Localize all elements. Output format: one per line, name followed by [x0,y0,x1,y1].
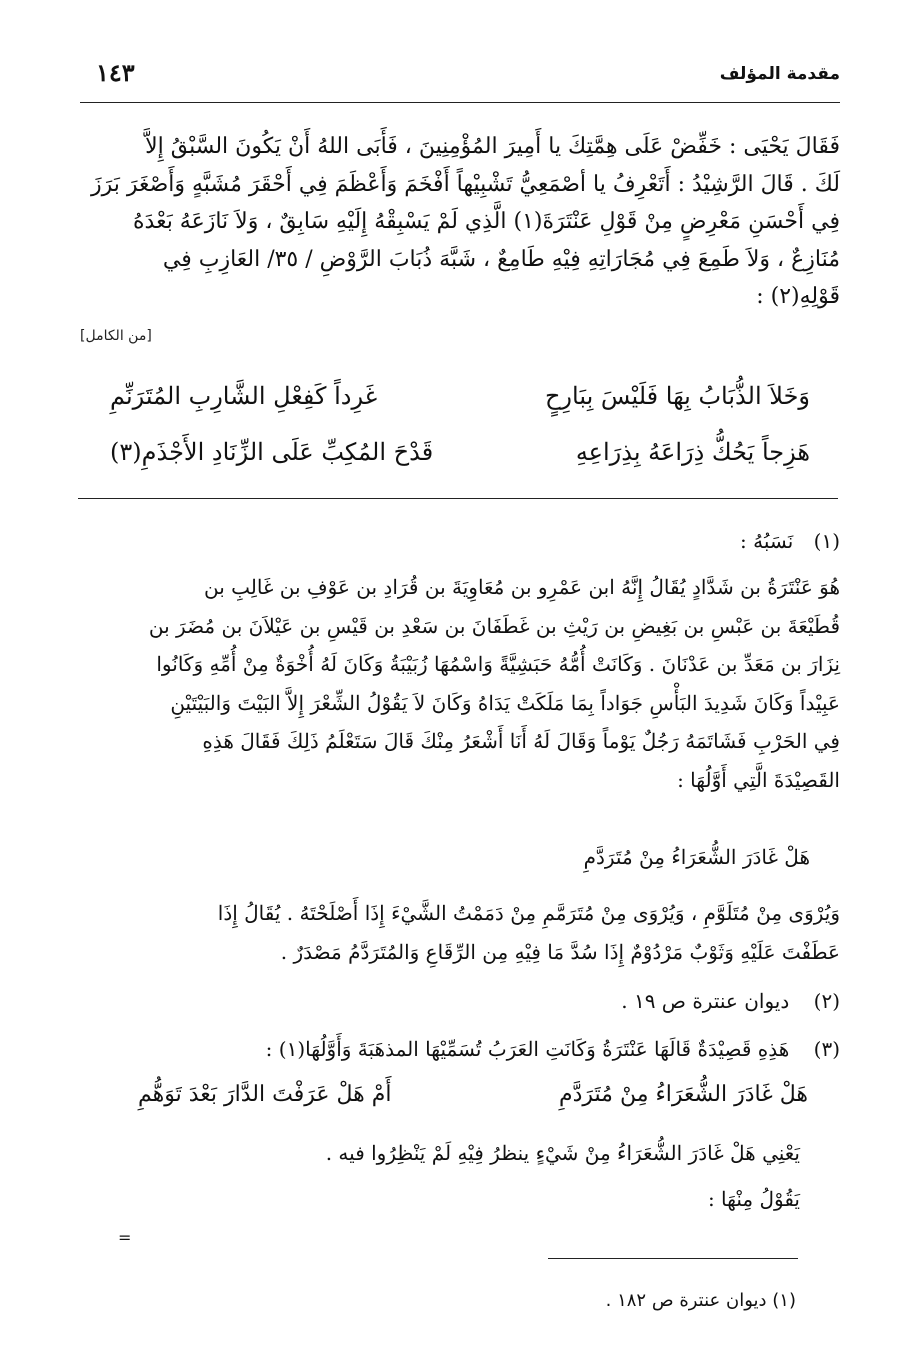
verse-second-hemistich: غَرِداً كَفِعْلِ الشَّارِبِ المُتَرَنِّمِ [110,382,378,410]
verse-first-hemistich: هَزِجاً يَحُكُّ ذِرَاعَهُ بِذِرَاعِهِ [575,438,810,466]
footnote-separator [78,498,838,499]
page-number: ١٤٣ [96,58,135,87]
footnote-line: هُوَ عَنْتَرَةُ بن شَدَّادٍ يُقَالُ إِنَّهُ ابن عَمْرِو بن مُعَاوِيَةَ بن قُرَادِ بن عَوْفِ بن غَالِبِ بن [203,575,840,599]
main-line: فِي أَحْسَنِ مَعْرِضٍ مِنْ قَوْلِ عَنْتَرَةَ(١) الَّذِي لَمْ يَسْبِقْهُ إِلَيْهِ سَابِقٌ ، وَلاَ نَازَعَهُ بَعْدَهُ [133,209,840,234]
footnote-quote: هَلْ غَادَرَ الشُّعَرَاءُ مِنْ مُتَرَدَّمِ [583,845,810,869]
footnote-2 [621,982,840,1021]
verse-first-hemistich: هَلْ غَادَرَ الشُّعَرَاءُ مِنْ مُتَرَدَّمِ [558,1082,808,1107]
footnote-line: فِي الحَرْبِ فَشَاتَمَهُ رَجُلٌ يَوْماً وَقَالَ لَهُ أَنَا أَشْعَرُ مِنْكَ قَالَ سَتَعْلَمُ ذَلِكَ فَقَالَ هَذِهِ [202,729,840,753]
main-paragraph [78,128,840,316]
footnote-line: القَصِيْدَةَ الَّتِي أَوَّلُهَا : [677,767,840,792]
verse-first-hemistich: وَخَلاَ الذُّبَابُ بِهَا فَلَيْسَ بِبَارِحٍ [544,382,810,410]
verse-line [100,382,830,426]
footnote-heading: نَسَبُهُ : [740,529,794,553]
main-line: لَكَ . قَالَ الرَّشِيْدُ : أَتَعْرِفُ يا أصْمَعِيُّ تَشْبِيْهاً أَفْخَمَ وَأَعْظَمَ فِي أَحْقَرَ مُشَبَّهٍ وَأَصْغَرَ بَرَزَ [90,171,840,197]
footnote-number: (٣) [813,1037,840,1061]
footnote-line: يَقُوْلُ مِنْهَا : [707,1187,800,1211]
footnote-line: قُطَيْعَةَ بن عَبْسِ بن بَغِيضِ بن رَيْثِ بن غَطَفَانَ بن سَعْدِ بن قَيْسِ بن عَيْلاَنَ بن مُضَرَ بن [148,613,840,638]
meter-note: [من الكامل] [80,328,152,344]
footnote-1-body [80,568,840,799]
footnote-text: ديوان عنترة ص ١٩ . [621,989,790,1013]
verse-line [100,438,830,482]
header-rule [80,102,840,103]
running-header-title: مقدمة المؤلف [719,64,840,84]
footnote-3 [266,1030,840,1069]
bottom-separator [548,1258,798,1259]
footnote-number: (١) [813,529,840,553]
main-line: مُنَازِعٌ ، وَلاَ طَمِعَ فِي مُجَارَاتِهِ فِيْهِ طَامِعٌ ، شَبَّهَ ذُبَابَ الرَّوْضِ / ٣٥/ العَازِبِ فِي [162,246,840,272]
verse-second-hemistich: أَمْ هَلْ عَرَفْتَ الدَّارَ بَعْدَ تَوَهُّمِ [138,1082,392,1107]
footnote-line: يَعْنِي هَلْ غَادَرَ الشُّعَرَاءُ مِنْ شَيْءٍ ينظرُ فِيْهِ لَمْ يَنْظِرُوا فيه . [325,1141,800,1165]
footnote-text: هَذِهِ قَصِيْدَةٌ قَالَهَا عَنْتَرَةُ وَكَانَتِ العَرَبُ تُسَمِّيْهَا المذهَبَةَ وَأَوَّلُهَا(١) : [265,1037,790,1061]
sub-footnote: (١) ديوان عنترة ص ١٨٢ . [605,1290,796,1311]
main-line: فَقَالَ يَحْيَى : خَفِّضْ عَلَى هِمَّتِكَ يا أَمِيرَ المُؤْمِنِينَ ، فَأَبَى اللهُ أَنْ يَكُونَ السَّبْقُ إِلاَّ [145,134,840,159]
continuation-mark: = [118,1228,132,1247]
verse-second-hemistich: قَدْحَ المُكِبِّ عَلَى الزِّنَادِ الأَجْذَمِ(٣) [110,438,434,466]
footnote-line: عَبِيْداً وَكَانَ شَدِيدَ البَأْسِ جَوَاداً بِمَا مَلَكَتْ يَدَاهُ وَكَانَ لاَ يَقُوْلُ الشِّعْرَ إِلاَّ البَيْتَ وَالبَيْتَيْنِ [170,690,840,715]
footnote-line: نِزَارَ بن مَعَدِّ بن عَدْنَانَ . وَكَانَتْ أُمُّهُ حَبَشِيَّةً وَاسْمُهَا زُبَيْبَةُ وَكَانَ لَهُ أُخْوَةٌ مِنْ أُمِّهِ وَكَانُوا [156,652,840,676]
main-line: قَوْلِهِ(٢) : [756,284,840,309]
footnote-line: عَطَفْتَ عَلَيْهِ وَثَوْبٌ مَرْدُوْمٌ إِذَا سُدَّ مَا فِيْهِ مِن الرِّقَاعِ وَالمُتَرَدَّمُ مَصْدَرٌ . [280,939,840,964]
footnote-1-heading-row [740,522,840,561]
footnote-1-continuation [80,894,840,971]
footnote-line: وَيُرْوَى مِنْ مُتَلَوَّمِ ، وَيُرْوَى مِنْ مُتَرَمَّمِ مِنْ دَمَمْتُ الشَّيْءَ إِذَا أَصْلَحْتَهُ . يُقَالُ إِذَا [217,901,840,925]
footnote-verse [128,1082,828,1126]
footnote-number: (٢) [813,989,840,1013]
